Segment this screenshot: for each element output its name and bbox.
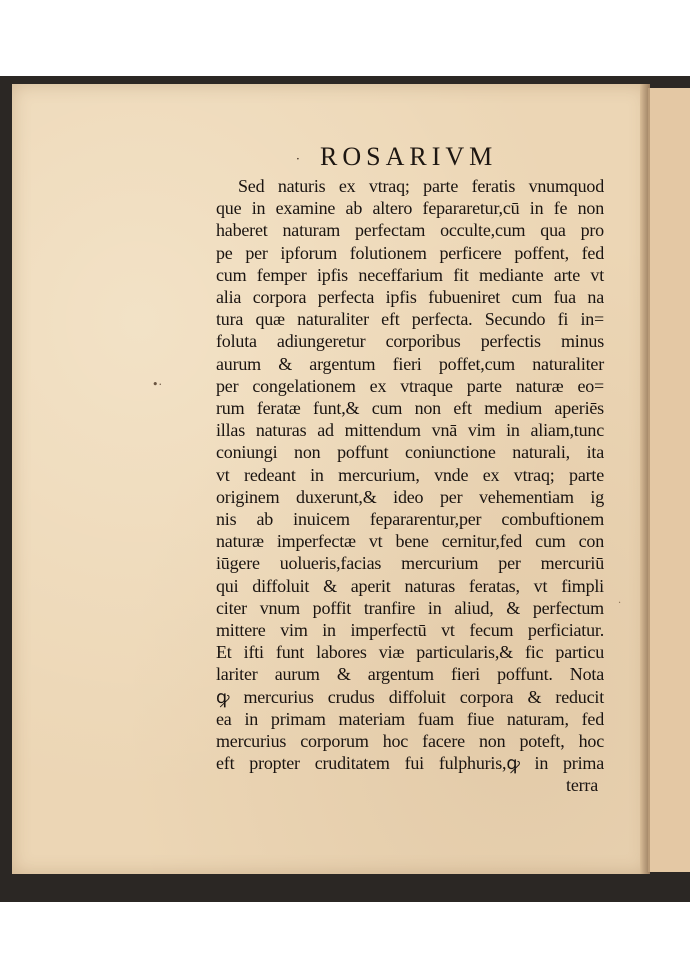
header-ornament: ·	[296, 152, 300, 166]
text-line: coniungi non poffunt coniunctione naturali, ita	[216, 442, 604, 463]
catchword: terra	[566, 775, 598, 796]
text-line: aurum & argentum fieri poffet,cum naturaliter	[216, 353, 604, 374]
facing-page-edge	[648, 88, 690, 872]
text-line: alia corpora perfecta ipfis fubueniret cum fua na	[216, 287, 604, 308]
text-line: foluta adiungeretur corporibus perfectis minus	[216, 331, 604, 352]
text-line: mittere vim in imperfectū vt fecum perficiatur.	[216, 620, 604, 641]
margin-annotation-mark: •·	[152, 378, 162, 391]
text-line: iūgere uolueris,facias mercurium per mercuriū	[216, 553, 604, 574]
page-speck: ·	[618, 598, 622, 609]
body-text	[216, 175, 604, 797]
text-line: mercurius corporum hoc facere non poteft, hoc	[216, 731, 604, 752]
text-line: Et ifti funt labores viæ particularis,& fic particu	[216, 642, 604, 663]
text-line: rum feratæ funt,& cum non eft medium aperiēs	[216, 398, 604, 419]
text-line: haberet naturam perfectam occulte,cum qua pro	[216, 220, 604, 241]
text-line: eft propter cruditatem fui fulphuris,ꝙ in prima	[216, 753, 604, 774]
text-line: nis ab inuicem fepararentur,per combuftionem	[216, 509, 604, 530]
text-line: originem duxerunt,& ideo per vehementiam ig	[216, 486, 604, 507]
text-line: tura quæ naturaliter eft perfecta. Secundo fi in=	[216, 309, 604, 330]
text-line: naturæ imperfectæ vt bene cernitur,fed cum con	[216, 531, 604, 552]
text-line: cum femper ipfis neceffarium fit mediante arte vt	[216, 264, 604, 285]
text-line: ea in primam materiam fuam fiue naturam, fed	[216, 708, 604, 729]
text-line: que in examine ab altero fepararetur,cū in fe non	[216, 198, 604, 219]
text-line: citer vnum poffit tranfire in aliud, & perfectum	[216, 597, 604, 618]
text-line: lariter aurum & argentum fieri poffunt. Nota	[216, 664, 604, 685]
text-line: ꝙ mercurius crudus diffoluit corpora & reducit	[216, 686, 604, 707]
text-line: vt redeant in mercurium, vnde ex vtraq; parte	[216, 464, 604, 485]
text-line: illas naturas ad mittendum vnā vim in aliam,tunc	[216, 420, 604, 441]
running-head: ROSARIVM	[320, 142, 498, 171]
text-line: qui diffoluit & aperit naturas feratas, vt fimpli	[216, 575, 604, 596]
text-line: pe per ipforum folutionem perficere poffent, fed	[216, 242, 604, 263]
text-line: per congelationem ex vtraque parte naturæ eo=	[216, 375, 604, 396]
text-line: Sed naturis ex vtraq; parte feratis vnumquod	[238, 176, 604, 196]
